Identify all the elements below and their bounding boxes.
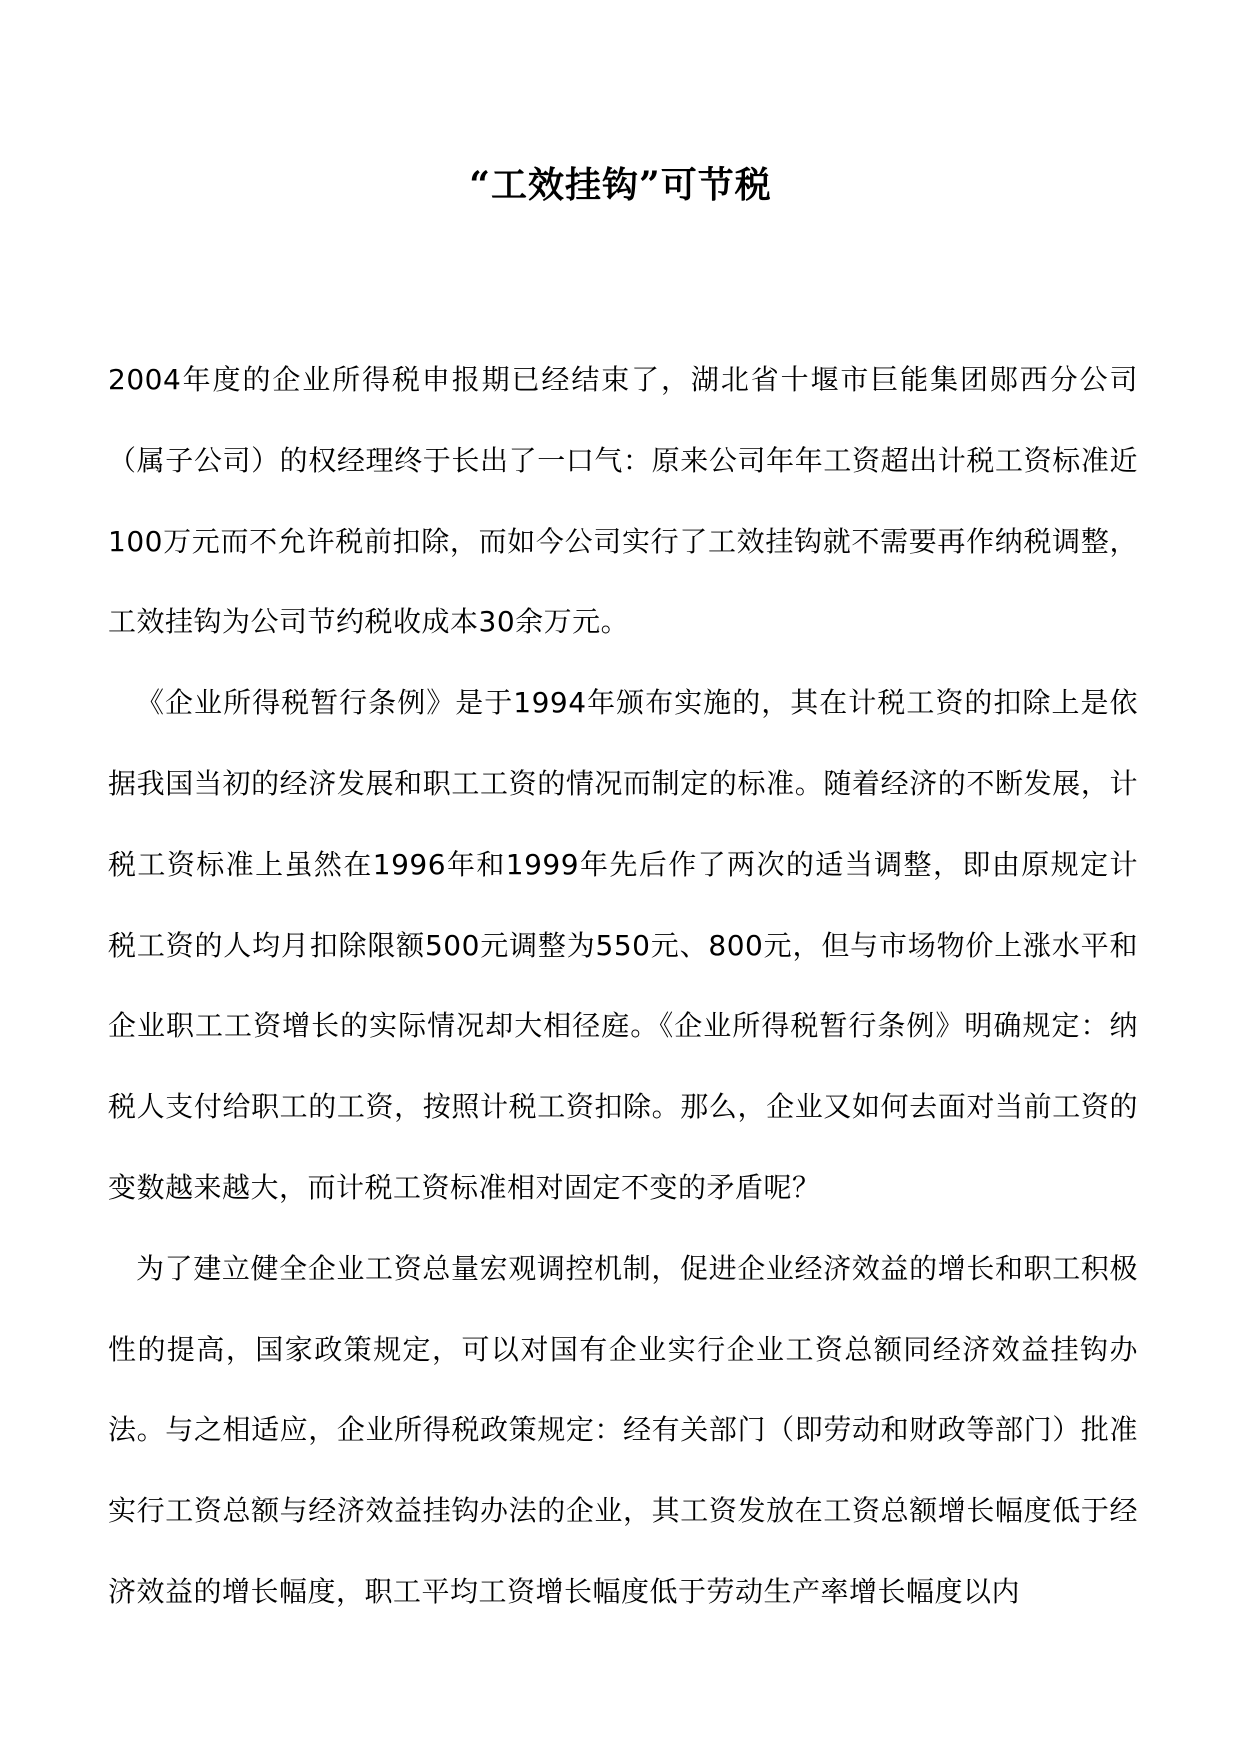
paragraph-2: 《企业所得税暂行条例》是于1994年颁布实施的，其在计税工资的扣除上是依据我国当初的经济发展和职工工资的情况而制定的标准。随着经济的不断发展，计税工资标准上虽然在1996年和1999年先后作了两次的适当调整，即由原规定计税工资的人均月扣除限额500元调整为550元、800元，但与市场物价上涨水平和企业职工工资增长的实际情况却大相径庭。《企业所得税暂行条例》明确规定：纳税人支付给职工的工资，按照计税工资扣除。那么，企业又如何去面对当前工资的变数越来越大，而计税工资标准相对固定不变的矛盾呢？	[108, 686, 1138, 1204]
paragraph-1: 2004年度的企业所得税申报期已经结束了，湖北省十堰市巨能集团郧西分公司（属子公司）的权经理终于长出了一口气：原来公司年年工资超出计税工资标准近100万元而不允许税前扣除，而如今公司实行了工效挂钩就不需要再作纳税调整，工效挂钩为公司节约税收成本30余万元。	[108, 363, 1138, 639]
article-body	[108, 340, 1138, 1633]
paragraph-3: 为了建立健全企业工资总量宏观调控机制，促进企业经济效益的增长和职工积极性的提高，国家政策规定，可以对国有企业实行企业工资总额同经济效益挂钩办法。与之相适应，企业所得税政策规定：经有关部门（即劳动和财政等部门）批准实行工资总额与经济效益挂钩办法的企业，其工资发放在工资总额增长幅度低于经济效益的增长幅度，职工平均工资增长幅度低于劳动生产率增长幅度以内	[108, 1251, 1138, 1608]
page-title: “工效挂钩”可节税	[469, 164, 772, 206]
